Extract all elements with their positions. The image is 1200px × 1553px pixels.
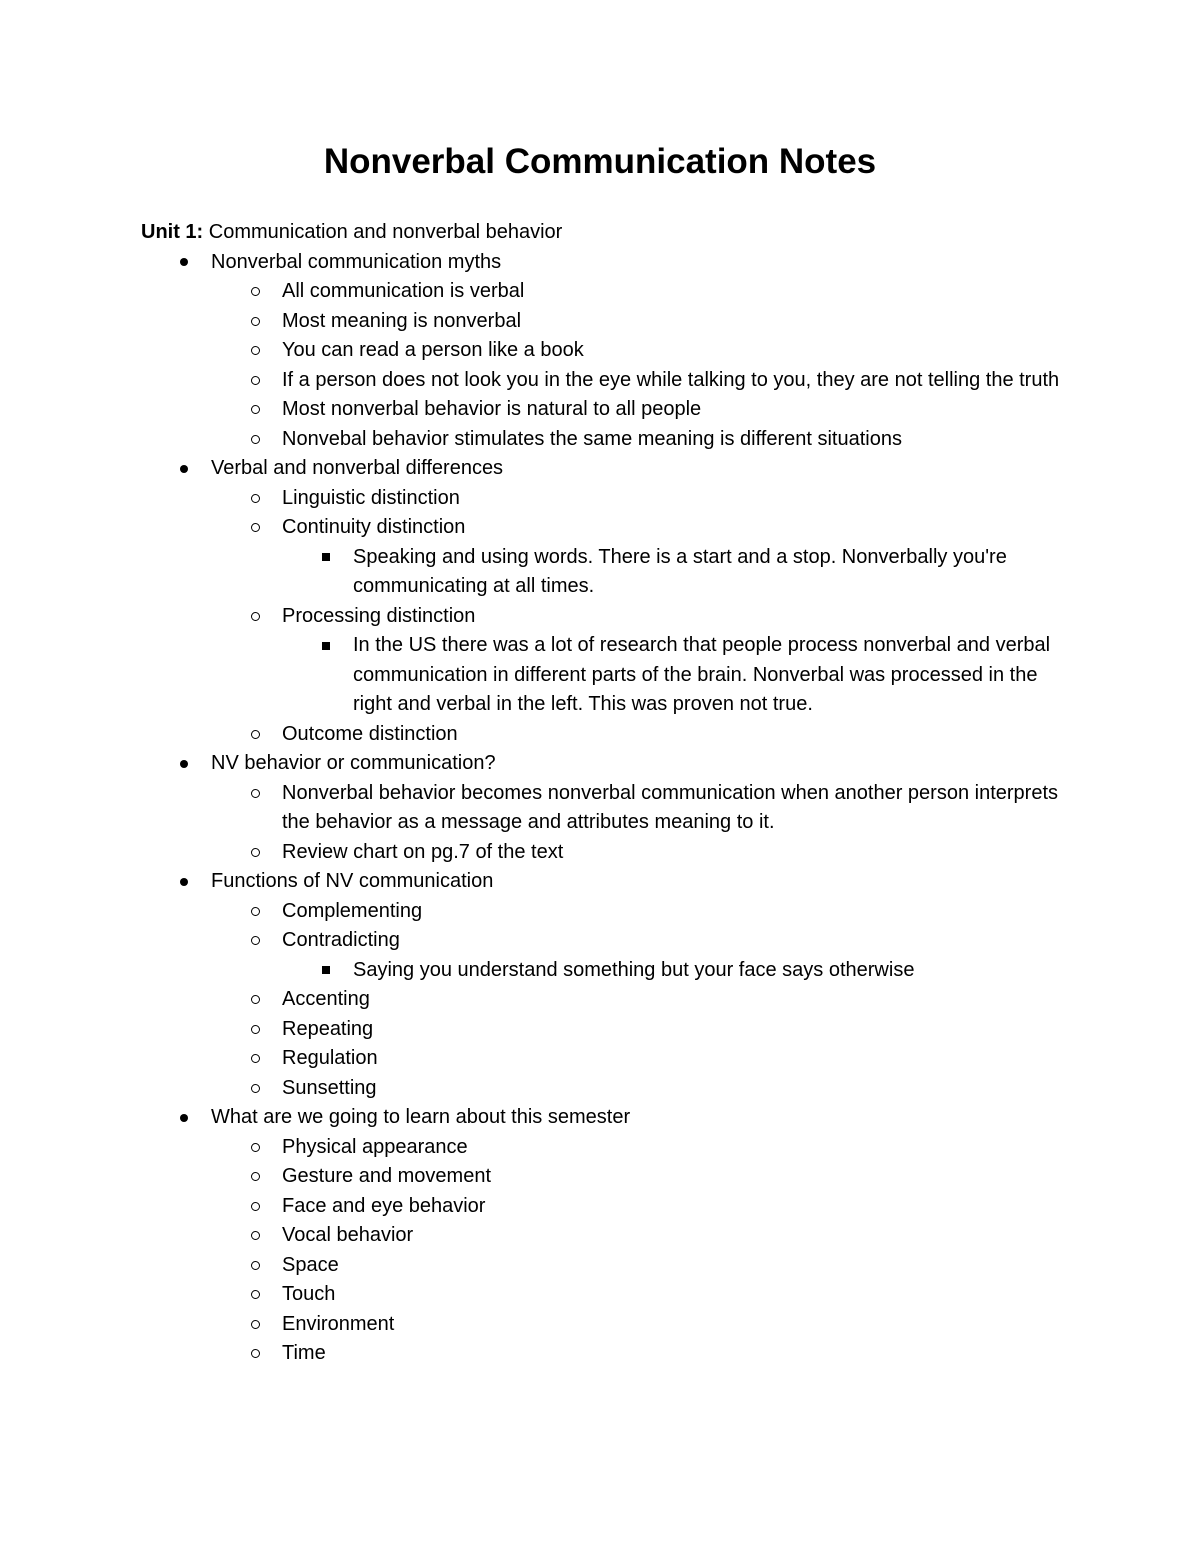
list-item: [141, 1015, 1081, 1045]
bullet-circle-icon: [247, 1074, 263, 1104]
sub-item-label: Contradicting: [282, 929, 400, 951]
list-item: [141, 926, 1081, 956]
bullet-disc-icon: [176, 1103, 192, 1133]
detail-label: Speaking and using words. There is a start and a stop. Nonverbally you're communicating at all times.: [353, 545, 1007, 597]
section-label: Nonverbal communication myths: [211, 250, 502, 273]
sub-item-label: Outcome distinction: [282, 722, 458, 745]
list-item: [141, 1103, 1081, 1133]
sub-item-label: Linguistic distinction: [282, 486, 460, 509]
document-title: Nonverbal Communication Notes: [323, 142, 877, 181]
detail-label: In the US there was a lot of research that people process nonverbal and verbal communication in different parts of the brain. Nonverbal was processed in the right and verbal in the left. This was proven not true.: [353, 634, 1051, 715]
sub-sub-list: [141, 631, 1081, 720]
sub-list: [141, 1133, 1081, 1369]
sub-sub-list: [141, 543, 1081, 602]
list-item: [141, 1221, 1081, 1251]
sub-item-label: You can read a person like a book: [282, 339, 584, 361]
list-item: [141, 425, 1081, 455]
bullet-disc-icon: [176, 454, 192, 484]
list-item: [141, 1074, 1081, 1104]
sub-item-label: Complementing: [282, 899, 423, 922]
outline-list: [141, 248, 1081, 1369]
list-item: [141, 543, 1081, 602]
list-item: [141, 956, 1081, 986]
sub-item-label: Space: [282, 1253, 339, 1276]
list-item: [141, 248, 1081, 278]
list-item: [141, 1192, 1081, 1222]
bullet-circle-icon: [247, 1015, 263, 1045]
bullet-disc-icon: [176, 867, 192, 897]
nested-list-holder: [141, 277, 1081, 454]
sub-list: [141, 779, 1081, 868]
unit-label: Unit 1:: [141, 221, 204, 243]
sub-list: [141, 484, 1081, 750]
sub-item-label: Gesture and movement: [282, 1165, 491, 1187]
notes-content: [141, 218, 1081, 1369]
nested-list-holder: [141, 897, 1081, 1104]
bullet-disc-icon: [176, 749, 192, 779]
bullet-circle-icon: [247, 1162, 263, 1192]
nested-list-holder: [141, 1133, 1081, 1369]
sub-item-label: Face and eye behavior: [282, 1194, 486, 1217]
list-item: [141, 838, 1081, 868]
section-label: What are we going to learn about this semester: [211, 1106, 631, 1128]
list-item: [141, 366, 1081, 396]
bullet-circle-icon: [247, 602, 263, 632]
bullet-circle-icon: [247, 1221, 263, 1251]
bullet-circle-icon: [247, 1192, 263, 1222]
sub-item-label: Continuity distinction: [282, 516, 466, 538]
bullet-circle-icon: [247, 985, 263, 1015]
sub-item-label: All communication is verbal: [282, 280, 525, 302]
sub-item-label: Most nonverbal behavior is natural to all people: [282, 398, 702, 420]
bullet-circle-icon: [247, 513, 263, 543]
bullet-square-icon: [318, 631, 334, 661]
list-item: [141, 602, 1081, 632]
list-item: [141, 1251, 1081, 1281]
section-label: Functions of NV communication: [211, 870, 494, 892]
sub-item-label: Accenting: [282, 988, 370, 1010]
list-item: [141, 513, 1081, 543]
bullet-disc-icon: [176, 248, 192, 278]
sub-item-label: Vocal behavior: [282, 1224, 414, 1246]
bullet-circle-icon: [247, 1339, 263, 1369]
list-item: [141, 395, 1081, 425]
bullet-circle-icon: [247, 1133, 263, 1163]
list-item: [141, 779, 1081, 838]
bullet-circle-icon: [247, 1280, 263, 1310]
list-item: [141, 484, 1081, 514]
bullet-circle-icon: [247, 1310, 263, 1340]
bullet-circle-icon: [247, 395, 263, 425]
nested-list-holder: [141, 779, 1081, 868]
list-item: [141, 1133, 1081, 1163]
bullet-circle-icon: [247, 779, 263, 809]
bullet-circle-icon: [247, 425, 263, 455]
nested-list-holder: [141, 484, 1081, 750]
sub-item-label: Sunsetting: [282, 1076, 377, 1099]
sub-sub-list: [141, 956, 1081, 986]
sub-item-label: If a person does not look you in the eye while talking to you, they are not telling the truth: [282, 368, 1060, 391]
sub-item-label: Physical appearance: [282, 1135, 468, 1158]
list-item: [141, 985, 1081, 1015]
detail-label: Saying you understand something but your face says otherwise: [353, 958, 915, 981]
bullet-circle-icon: [247, 1251, 263, 1281]
list-item: [141, 1162, 1081, 1192]
sub-item-label: Touch: [282, 1283, 336, 1305]
bullet-circle-icon: [247, 366, 263, 396]
sub-item-label: Time: [282, 1342, 326, 1364]
bullet-circle-icon: [247, 838, 263, 868]
bullet-circle-icon: [247, 336, 263, 366]
sub-item-label: Most meaning is nonverbal: [282, 309, 522, 332]
bullet-square-icon: [318, 543, 334, 573]
bullet-square-icon: [318, 956, 334, 986]
section-label: NV behavior or communication?: [211, 752, 496, 774]
bullet-circle-icon: [247, 484, 263, 514]
sub-list: [141, 277, 1081, 454]
list-item: [141, 1339, 1081, 1369]
list-item: [141, 454, 1081, 484]
list-item: [141, 307, 1081, 337]
bullet-circle-icon: [247, 1044, 263, 1074]
list-item: [141, 336, 1081, 366]
bullet-circle-icon: [247, 897, 263, 927]
list-item: [141, 631, 1081, 720]
sub-item-label: Nonverbal behavior becomes nonverbal communication when another person interprets the behavior as a message and attributes meaning to it.: [282, 781, 1058, 833]
unit-heading: [141, 218, 1081, 248]
sub-item-label: Regulation: [282, 1047, 378, 1069]
list-item: [141, 749, 1081, 779]
sub-item-label: Nonvebal behavior stimulates the same meaning is different situations: [282, 427, 902, 450]
sub-item-label: Repeating: [282, 1017, 374, 1040]
list-item: [141, 897, 1081, 927]
list-item: [141, 720, 1081, 750]
sub-item-label: Environment: [282, 1312, 395, 1335]
bullet-circle-icon: [247, 307, 263, 337]
list-item: [141, 867, 1081, 897]
list-item: [141, 1044, 1081, 1074]
sub-item-label: Processing distinction: [282, 604, 476, 627]
sub-item-label: Review chart on pg.7 of the text: [282, 840, 564, 863]
sub-list: [141, 897, 1081, 1104]
bullet-circle-icon: [247, 720, 263, 750]
list-item: [141, 1280, 1081, 1310]
unit-title: Communication and nonverbal behavior: [208, 221, 563, 243]
list-item: [141, 277, 1081, 307]
section-label: Verbal and nonverbal differences: [211, 457, 504, 479]
bullet-circle-icon: [247, 277, 263, 307]
list-item: [141, 1310, 1081, 1340]
bullet-circle-icon: [247, 926, 263, 956]
